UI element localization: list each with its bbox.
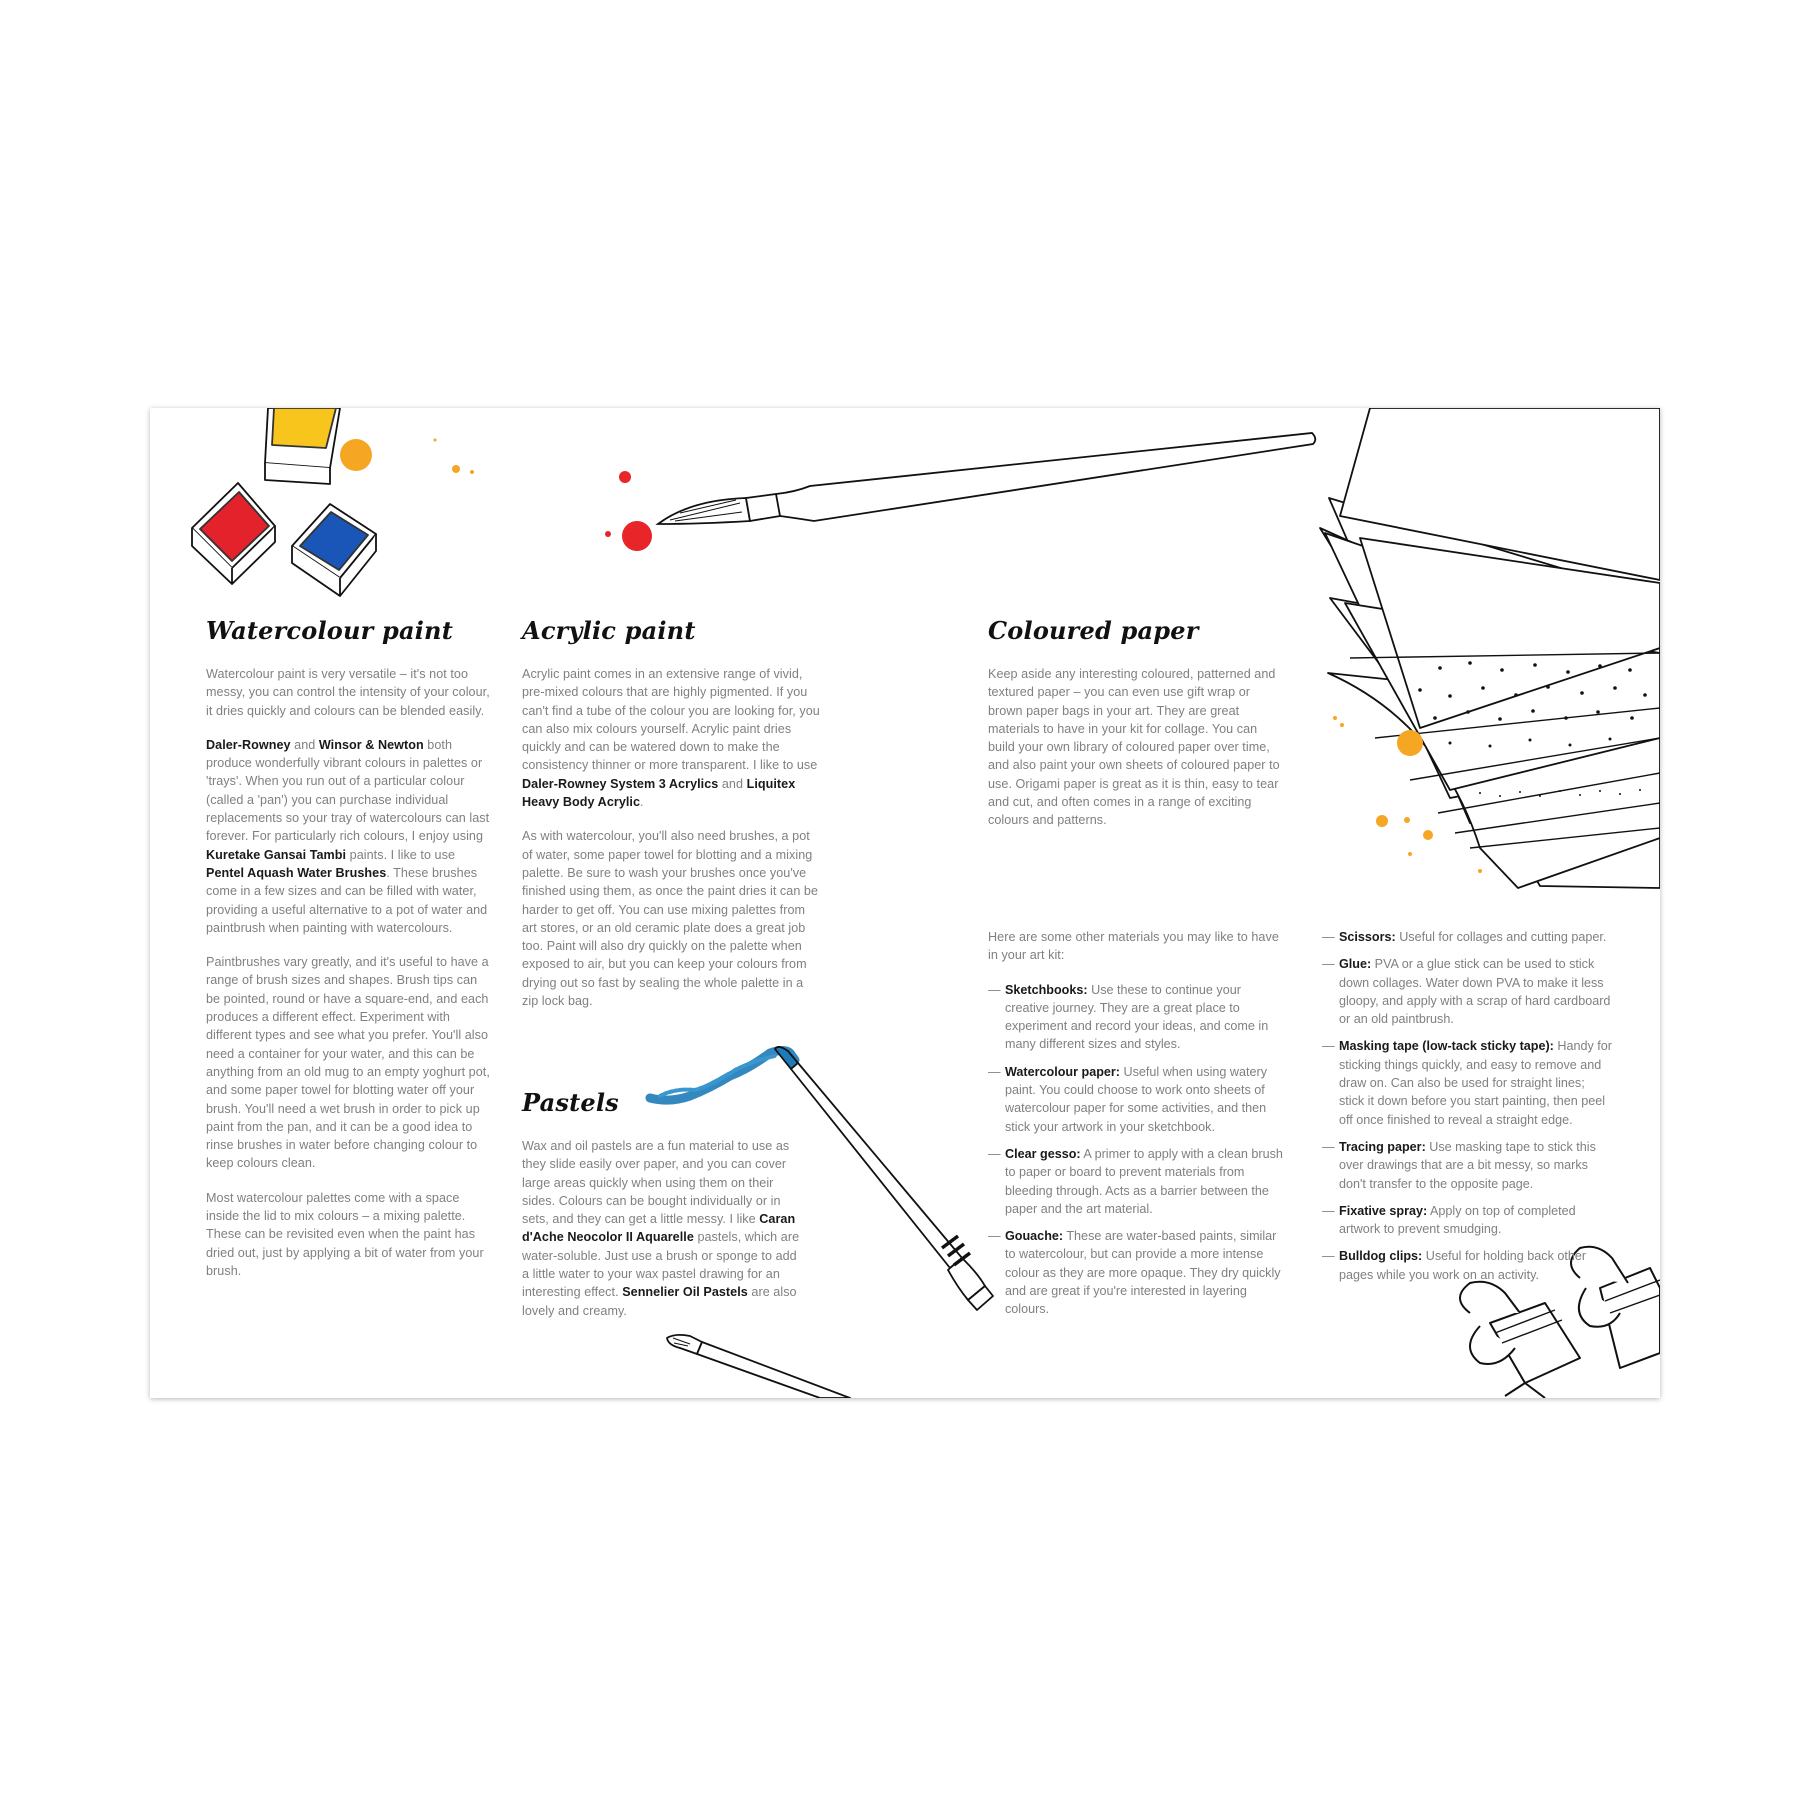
list-item <box>1322 955 1612 1028</box>
paint-splash <box>1340 723 1344 727</box>
paint-splash <box>340 439 372 471</box>
material-description: Handy for sticking things quickly, and easy to remove and draw on. Can also be used for straight lines; stick it down before you start painting, then peel off once finished to reveal a straight edge. <box>1339 1039 1612 1127</box>
material-description: A primer to apply with a clean brush to paper or board to prevent materials from bleeding through. Acts as a barrier between the paper and the art material. <box>1005 1146 1283 1216</box>
list-item <box>1322 1037 1612 1128</box>
list-item <box>988 981 1283 1054</box>
material-name: Watercolour paper: <box>1005 1064 1120 1079</box>
paint-splash <box>1376 815 1388 827</box>
watercolour-brushes: Paintbrushes vary greatly, and it's useful to have a range of brush sizes and shapes. Brush tips can be pointed, round or have a square-end, and each produces a different effect. Experiment with different types and see what you prefer. You'll also need a container for your water, and this can be anything from an old mug to an empty yoghurt pot, and some paper towel for blotting water off your brush. You'll need a wet brush in order to pick up paint from the pan, and it can be a good idea to rinse brushes in water before changing colour to keep colours clean. <box>206 955 490 1171</box>
dash-bullet: — <box>988 982 1001 997</box>
list-item <box>1322 1247 1612 1284</box>
dash-bullet: — <box>1322 1249 1335 1264</box>
material-name: Bulldog clips: <box>1339 1249 1423 1264</box>
pastels-text: Wax and oil pastels are a fun material to use as they slide easily over paper, and you can cover large areas quickly when using them on their sides. Colours can be bought individually or in sets, and they can get a little messy. I like Caran d'Ache Neocolor II Aquarelle pastels, which are water-soluble. Just use a brush or sponge to add a little water to your wax pastel drawing for an interesting effect. Sennelier Oil Pastels are also lovely and creamy. <box>522 1139 800 1318</box>
watercolour-section <box>206 616 491 1296</box>
material-description: PVA or a glue stick can be used to stick down collages. Water down PVA to make it less gloopy, and apply with a scrap of hard cardboard or an old paintbrush. <box>1339 957 1611 1027</box>
dash-bullet: — <box>1322 957 1335 972</box>
brand-name: Kuretake Gansai Tambi <box>206 847 347 862</box>
paint-splash <box>1397 730 1423 756</box>
paint-splash <box>1408 852 1412 856</box>
brand-name: Caran d'Ache Neocolor II Aquarelle <box>522 1212 796 1245</box>
material-description: Use masking tape to stick this over drawings that are a bit messy, so marks don't transfer to the opposite page. <box>1339 1139 1596 1191</box>
brand-name: Sennelier Oil Pastels <box>622 1285 748 1300</box>
paint-splash <box>1333 716 1337 720</box>
paintbrush-icon <box>605 433 1315 551</box>
other-materials-section <box>988 928 1283 1328</box>
dash-bullet: — <box>988 1146 1001 1161</box>
paint-splash <box>1404 817 1410 823</box>
dash-bullet: — <box>1322 1203 1335 1218</box>
paint-splash <box>434 439 437 442</box>
material-name: Fixative spray: <box>1339 1203 1428 1218</box>
brand-name: Pentel Aquash Water Brushes <box>206 865 387 880</box>
material-name: Masking tape (low-tack sticky tape): <box>1339 1039 1554 1054</box>
material-name: Gouache: <box>1005 1229 1064 1244</box>
coloured-paper-text: Keep aside any interesting coloured, patterned and textured paper – you can even use gift wrap or brown paper bags in your art. They are great materials to have in your kit for collage. You can build your own library of coloured paper over time, and also paint your own sheets of coloured paper to use. Origami paper is great as it is thin, easy to tear and cut, and often comes in a range of exciting colours and patterns. <box>988 667 1280 828</box>
brand-name: Liquitex Heavy Body Acrylic <box>522 776 796 810</box>
watercolour-heading: Watercolour paint <box>206 616 453 645</box>
paint-splash <box>452 465 460 473</box>
list-item <box>1322 1138 1612 1193</box>
paint-splash <box>1423 830 1433 840</box>
material-name: Sketchbooks: <box>1005 982 1088 997</box>
pastels-section <box>522 1088 807 1336</box>
brand-name: Daler-Rowney System 3 Acrylics <box>522 776 719 791</box>
material-name: Glue: <box>1339 957 1372 972</box>
acrylic-intro: Acrylic paint comes in an extensive range of vivid, pre-mixed colours that are highly pigmented. If you can't find a tube of the colour you are looking for, you can also mix colours yourself. Acrylic paint dries quickly and can be watered down to make the consistency thinner or more transparent. I like to use Daler-Rowney System 3 Acrylics and Liquitex Heavy Body Acrylic. <box>522 667 820 810</box>
watercolour-palettes: Most watercolour palettes come with a space inside the lid to mix colours – a mixing palette. These can be revisited even when the paint has dried out, just by applying a bit of water from your brush. <box>206 1190 484 1278</box>
brand-name: Winsor & Newton <box>318 737 424 752</box>
material-description: Useful when using watery paint. You could choose to work onto sheets of watercolour paper for some activities, and then stick your artwork in your sketchbook. <box>1005 1064 1267 1134</box>
material-description: Apply on top of completed artwork to prevent smudging. <box>1339 1203 1576 1237</box>
material-description: Useful for collages and cutting paper. <box>1395 930 1607 944</box>
other-materials-intro: Here are some other materials you may like to have in your art kit: <box>988 930 1279 963</box>
watercolour-pans-icon <box>192 408 376 596</box>
paint-splash <box>1478 869 1482 873</box>
brand-name: Daler-Rowney <box>206 737 291 752</box>
list-item <box>1322 1202 1612 1239</box>
list-item <box>988 1145 1283 1218</box>
dash-bullet: — <box>988 1229 1001 1244</box>
materials-list <box>988 981 1283 1319</box>
other-materials-section-2 <box>1322 928 1612 1293</box>
materials-list <box>1322 928 1612 1284</box>
list-item <box>988 1063 1283 1136</box>
acrylic-section <box>522 616 820 1026</box>
list-item <box>988 1227 1283 1318</box>
material-description: Use these to continue your creative journey. They are a great place to experiment and record your ideas, and come in many different sizes and styles. <box>1005 982 1269 1052</box>
list-item <box>1322 928 1612 946</box>
material-name: Scissors: <box>1339 930 1396 944</box>
dash-bullet: — <box>1322 930 1335 944</box>
material-description: These are water-based paints, similar to watercolour, but can provide a more intense colour as they are more opaque. They dry quickly and are great if you're interested in layering colours. <box>1005 1229 1281 1317</box>
book-spread <box>150 408 1660 1398</box>
dash-bullet: — <box>1322 1139 1335 1154</box>
bulldog-clip-icon <box>1460 1282 1580 1398</box>
watercolour-brands: Daler-Rowney and Winsor & Newton both produce wonderfully vibrant colours in palettes or 'trays'. When you run out of a particular colour (called a 'pan') you can purchase individual replacements so your tray of watercolours can last forever. For particularly rich colours, I enjoy using Kuretake Gansai Tambi paints. I like to use Pentel Aquash Water Brushes. These brushes come in a few sizes and can be filled with water, providing a useful alternative to a pot of water and paintbrush when painting with watercolours. <box>206 737 490 935</box>
coloured-paper-heading: Coloured paper <box>988 616 1199 645</box>
coloured-paper-section <box>988 616 1280 846</box>
material-name: Tracing paper: <box>1339 1139 1426 1154</box>
acrylic-brushes: As with watercolour, you'll also need brushes, a pot of water, some paper towel for blotting and a mixing palette. Be sure to wash your brushes once you've finished using them, as once the paint dries it can be harder to get off. You can use mixing palettes from art stores, or an old ceramic plate does a great job too. Paint will also dry quickly on the palette when exposed to air, but you can keep your colours from drying out so fast by sealing the whole palette in a zip lock bag. <box>522 829 819 1009</box>
acrylic-heading: Acrylic paint <box>522 616 696 645</box>
pastels-heading: Pastels <box>522 1088 619 1117</box>
paint-splash <box>470 470 474 474</box>
material-name: Clear gesso: <box>1005 1146 1081 1161</box>
dash-bullet: — <box>988 1064 1001 1079</box>
dash-bullet: — <box>1322 1039 1335 1054</box>
material-description: Useful for holding back other pages while you work on an activity. <box>1339 1249 1587 1282</box>
pencil-icon <box>667 1335 850 1398</box>
watercolour-intro: Watercolour paint is very versatile – it's not too messy, you can control the intensity of your colour, it dries quickly and colours can be blended easily. <box>206 667 490 718</box>
